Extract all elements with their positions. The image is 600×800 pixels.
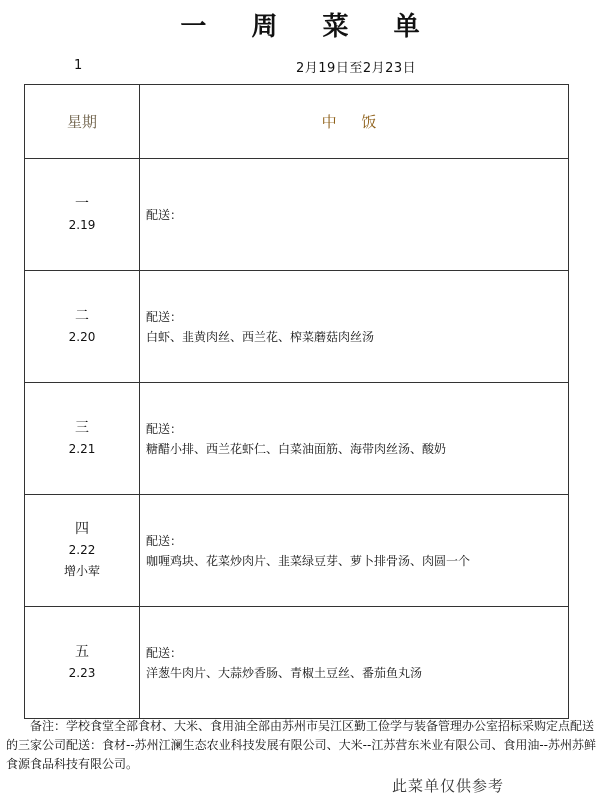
menu-items: 咖喱鸡块、花菜炒肉片、韭菜绿豆芽、萝卜排骨汤、肉圆一个 (146, 553, 471, 568)
delivery-label: 配送： (146, 645, 183, 660)
day-cell (25, 607, 140, 719)
table-row (25, 383, 569, 495)
date-range: 2月19日至2月23日 (296, 61, 417, 76)
lunch-header: 中 饭 (140, 85, 569, 159)
date: 2.20 (68, 329, 96, 344)
table-row (25, 495, 569, 607)
delivery-label: 配送： (146, 207, 183, 222)
weekday: 五 (75, 643, 89, 660)
menu-items: 糖醋小排、西兰花虾仁、白菜油面筋、海带肉丝汤、酸奶 (146, 441, 447, 456)
menu-number: 1 (74, 58, 83, 73)
table-row (25, 607, 569, 719)
menu-cell (140, 495, 569, 607)
menu-items: 白虾、韭黄肉丝、西兰花、榨菜蘑菇肉丝汤 (146, 329, 375, 344)
date: 2.22 (68, 543, 96, 557)
weekday: 四 (75, 521, 89, 537)
date: 2.23 (68, 665, 96, 680)
header-row (25, 85, 569, 159)
menu-cell (140, 271, 569, 383)
delivery-label: 配送： (146, 309, 183, 324)
extra-note: 增小荤 (63, 564, 100, 578)
day-cell (25, 159, 140, 271)
table-row (25, 159, 569, 271)
menu-table (24, 84, 569, 719)
weekday: 一 (75, 195, 89, 212)
weekday: 二 (75, 307, 89, 324)
day-cell (25, 271, 140, 383)
menu-items: 洋葱牛肉片、大蒜炒香肠、青椒土豆丝、番茄鱼丸汤 (146, 665, 423, 680)
day-cell (25, 383, 140, 495)
page-title: 一 周 菜 单 (180, 12, 438, 42)
day-cell (25, 495, 140, 607)
weekday-header: 星期 (25, 85, 140, 159)
footnote: 备注：学校食堂全部食材、大米、食用油全部由苏州市吴江区勤工俭学与装备管理办公室招标采购定点配送的三家公司配送：食材--苏州江澜生态农业科技发展有限公司、大米--江苏营东米业有限公司、食用油--苏州苏鲜食源食品科技有限公司。 (6, 719, 596, 771)
reference-note: 此菜单仅供参考 (392, 777, 505, 795)
menu-cell (140, 607, 569, 719)
delivery-label: 配送： (146, 421, 183, 436)
weekday: 三 (75, 419, 89, 436)
table-row (25, 271, 569, 383)
date: 2.21 (68, 441, 96, 456)
delivery-label: 配送： (146, 533, 183, 548)
menu-cell (140, 383, 569, 495)
date: 2.19 (68, 217, 96, 232)
menu-cell (140, 159, 569, 271)
